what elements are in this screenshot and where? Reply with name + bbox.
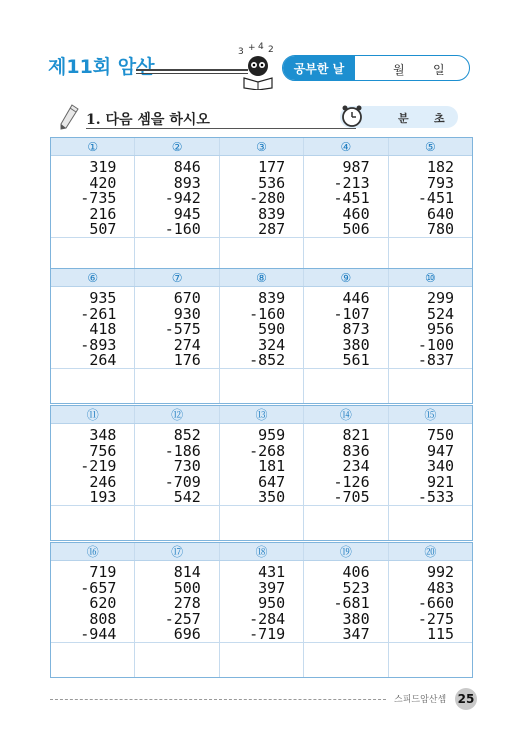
problem-number: ④ <box>304 138 388 155</box>
problem-number-row <box>51 543 472 561</box>
operand: 431 <box>258 563 286 581</box>
problem-column <box>304 424 388 505</box>
problem-number: ③ <box>220 138 304 155</box>
operand: 177 <box>258 158 286 176</box>
operand: -533 <box>417 488 455 507</box>
answer-row <box>51 238 472 272</box>
answer-cell[interactable] <box>389 238 472 272</box>
operand: -575 <box>164 320 201 339</box>
operand: -837 <box>417 351 455 370</box>
answer-cell[interactable] <box>51 506 135 540</box>
operand: -451 <box>417 189 455 208</box>
operand: -275 <box>417 609 455 628</box>
operand: 935 <box>89 289 117 307</box>
day-label: 일 <box>433 63 445 77</box>
problem-block <box>50 405 473 541</box>
answer-row <box>51 506 472 540</box>
operand: 536 <box>258 173 286 192</box>
operand: 287 <box>258 220 286 239</box>
operand: 446 <box>342 289 370 307</box>
problem-number-row <box>51 138 472 156</box>
operand: -451 <box>333 189 370 208</box>
operand: 836 <box>342 441 370 460</box>
problem-column <box>304 287 388 368</box>
answer-cell[interactable] <box>51 369 135 403</box>
operand: 647 <box>258 472 286 491</box>
answer-cell[interactable] <box>304 643 388 677</box>
operand: 947 <box>426 441 455 460</box>
problem-number: ⑤ <box>424 140 436 154</box>
operand: 590 <box>258 320 286 339</box>
operand: 182 <box>426 158 455 176</box>
operand: -107 <box>333 304 370 323</box>
operand: 839 <box>258 289 286 307</box>
operand: -719 <box>249 625 286 644</box>
problem-column <box>51 156 135 237</box>
operand: 324 <box>258 335 286 354</box>
svg-text:3: 3 <box>238 47 244 57</box>
operand: -261 <box>80 304 117 323</box>
operand: -852 <box>249 351 286 370</box>
problem-column <box>135 287 219 368</box>
operand: -100 <box>417 335 455 354</box>
operand: -681 <box>333 594 370 613</box>
answer-cell[interactable] <box>389 643 472 677</box>
problem-row <box>51 287 472 369</box>
operand: 350 <box>258 488 286 507</box>
operand: 380 <box>342 609 370 628</box>
problem-column <box>51 424 135 505</box>
problem-number: ⑰ <box>135 543 219 560</box>
operand: -126 <box>333 472 370 491</box>
operand: -186 <box>164 441 201 460</box>
operand: 793 <box>426 173 455 192</box>
problem-column <box>389 156 472 237</box>
operand: 956 <box>426 320 455 339</box>
problem-column <box>389 561 472 642</box>
operand: 959 <box>258 426 286 444</box>
problem-number: ⑪ <box>51 406 135 423</box>
alarm-clock-icon <box>340 104 364 128</box>
operand: 460 <box>342 204 370 223</box>
operand: 780 <box>426 220 455 239</box>
problem-number: ⑲ <box>304 543 388 560</box>
instruction-row <box>58 104 478 130</box>
problem-block <box>50 137 473 273</box>
problem-number: ⑨ <box>304 269 388 286</box>
problem-column <box>51 561 135 642</box>
operand: 420 <box>89 173 117 192</box>
operand: -257 <box>164 609 201 628</box>
problem-row <box>51 424 472 506</box>
answer-cell[interactable] <box>220 506 304 540</box>
operand: 500 <box>173 578 201 597</box>
answer-cell[interactable] <box>304 369 388 403</box>
problem-block <box>50 542 473 678</box>
operand: -735 <box>80 189 117 208</box>
answer-row <box>51 643 472 677</box>
operand: 264 <box>89 351 117 370</box>
operand: 406 <box>342 563 370 581</box>
problem-column <box>389 424 472 505</box>
problem-column <box>389 287 472 368</box>
problem-number: ⑭ <box>304 406 388 423</box>
problem-column <box>51 287 135 368</box>
operand: 483 <box>426 578 455 597</box>
operand: 921 <box>426 472 455 491</box>
problem-column <box>220 287 304 368</box>
operand: -160 <box>249 304 286 323</box>
operand: 397 <box>258 578 286 597</box>
operand: 348 <box>89 426 117 444</box>
operand: 181 <box>258 457 286 476</box>
problem-column <box>135 424 219 505</box>
operand: 814 <box>173 563 201 581</box>
answer-cell[interactable] <box>135 643 219 677</box>
operand: 278 <box>173 594 201 613</box>
instruction-rule <box>86 128 356 129</box>
page-number: 25 <box>455 688 477 710</box>
operand: 274 <box>173 335 201 354</box>
pencil-icon <box>58 104 80 130</box>
svg-text:2: 2 <box>268 45 274 55</box>
operand: -709 <box>164 472 201 491</box>
operand: 299 <box>426 289 455 307</box>
operand: 808 <box>89 609 117 628</box>
operand: 730 <box>173 457 201 476</box>
problem-number-row <box>51 269 472 287</box>
operand: 507 <box>89 220 117 239</box>
problem-column <box>220 561 304 642</box>
answer-row <box>51 369 472 403</box>
operand: 418 <box>89 320 117 339</box>
operand: 950 <box>258 594 286 613</box>
answer-cell[interactable] <box>389 369 472 403</box>
mascot-reading-icon <box>236 42 280 90</box>
answer-cell[interactable] <box>220 643 304 677</box>
answer-cell[interactable] <box>304 506 388 540</box>
operand: -213 <box>333 173 370 192</box>
problem-number: ① <box>51 138 135 155</box>
operand: 670 <box>173 289 201 307</box>
operand: 750 <box>426 426 455 444</box>
operand: 756 <box>89 441 117 460</box>
operand: 340 <box>426 457 455 476</box>
operand: 115 <box>426 625 455 644</box>
problem-number: ⑯ <box>51 543 135 560</box>
operand: 319 <box>89 158 117 176</box>
operand: -657 <box>80 578 117 597</box>
operand: -942 <box>164 189 201 208</box>
operand: -268 <box>249 441 286 460</box>
operand: 523 <box>342 578 370 597</box>
operand: 945 <box>173 204 201 223</box>
operand: 347 <box>342 625 370 644</box>
problem-column <box>135 561 219 642</box>
problem-column <box>135 156 219 237</box>
problem-number: ⑱ <box>220 543 304 560</box>
operand: 506 <box>342 220 370 239</box>
month-label: 월 <box>393 63 405 77</box>
operand: 524 <box>426 304 455 323</box>
instruction-text: 1. 다음 셈을 하시오 <box>86 112 210 128</box>
answer-cell[interactable] <box>220 238 304 272</box>
operand: -284 <box>249 609 286 628</box>
problem-number: ⑫ <box>135 406 219 423</box>
operand: -944 <box>80 625 117 644</box>
operand: 821 <box>342 426 370 444</box>
operand: 987 <box>342 158 370 176</box>
problem-column <box>220 156 304 237</box>
operand: -219 <box>80 457 117 476</box>
operand: 992 <box>426 563 455 581</box>
operand: 839 <box>258 204 286 223</box>
problem-number: ⑩ <box>424 271 436 285</box>
operand: 234 <box>342 457 370 476</box>
problem-number: ⑧ <box>220 269 304 286</box>
answer-cell[interactable] <box>135 238 219 272</box>
problem-number: ② <box>135 138 219 155</box>
operand: 216 <box>89 204 117 223</box>
problem-number-row <box>51 406 472 424</box>
operand: 193 <box>89 488 117 507</box>
problem-number: ⑦ <box>135 269 219 286</box>
footer-label: 스피드암산셈 <box>394 695 447 705</box>
study-date-box <box>282 55 470 81</box>
answer-cell[interactable] <box>135 506 219 540</box>
problem-number: ⑬ <box>220 406 304 423</box>
problem-column <box>220 424 304 505</box>
operand: 380 <box>342 335 370 354</box>
problem-row <box>51 561 472 643</box>
operand: 246 <box>89 472 117 491</box>
operand: 696 <box>173 625 201 644</box>
operand: 620 <box>89 594 117 613</box>
answer-cell[interactable] <box>51 643 135 677</box>
operand: 893 <box>173 173 201 192</box>
svg-text:+: + <box>248 43 256 53</box>
operand: -160 <box>164 220 201 239</box>
svg-text:4: 4 <box>258 42 264 52</box>
answer-cell[interactable] <box>389 506 472 540</box>
title-rule <box>136 69 248 71</box>
timer-minute-label: 분 <box>398 112 409 125</box>
problem-block <box>50 268 473 404</box>
problem-number: ⑳ <box>424 545 437 559</box>
page-header <box>0 40 520 90</box>
operand: 873 <box>342 320 370 339</box>
timer-second-label: 초 <box>434 112 445 125</box>
operand: 561 <box>342 351 370 370</box>
footer-rule <box>50 699 386 700</box>
operand: 640 <box>426 204 455 223</box>
problem-number: ⑥ <box>51 269 135 286</box>
page-title: 제11회 암산 <box>48 56 155 78</box>
answer-cell[interactable] <box>220 369 304 403</box>
problem-row <box>51 156 472 238</box>
operand: -893 <box>80 335 117 354</box>
problem-number: ⑮ <box>424 408 437 422</box>
operand: 542 <box>173 488 201 507</box>
operand: 176 <box>173 351 201 370</box>
answer-cell[interactable] <box>51 238 135 272</box>
operand: 930 <box>173 304 201 323</box>
problem-column <box>304 561 388 642</box>
answer-cell[interactable] <box>135 369 219 403</box>
answer-cell[interactable] <box>304 238 388 272</box>
title-rule-thin <box>136 73 248 74</box>
operand: 846 <box>173 158 201 176</box>
problem-column <box>304 156 388 237</box>
operand: 719 <box>89 563 117 581</box>
operand: -280 <box>249 189 286 208</box>
study-date-label: 공부한 날 <box>283 56 355 80</box>
operand: 852 <box>173 426 201 444</box>
operand: -705 <box>333 488 370 507</box>
operand: -660 <box>417 594 455 613</box>
